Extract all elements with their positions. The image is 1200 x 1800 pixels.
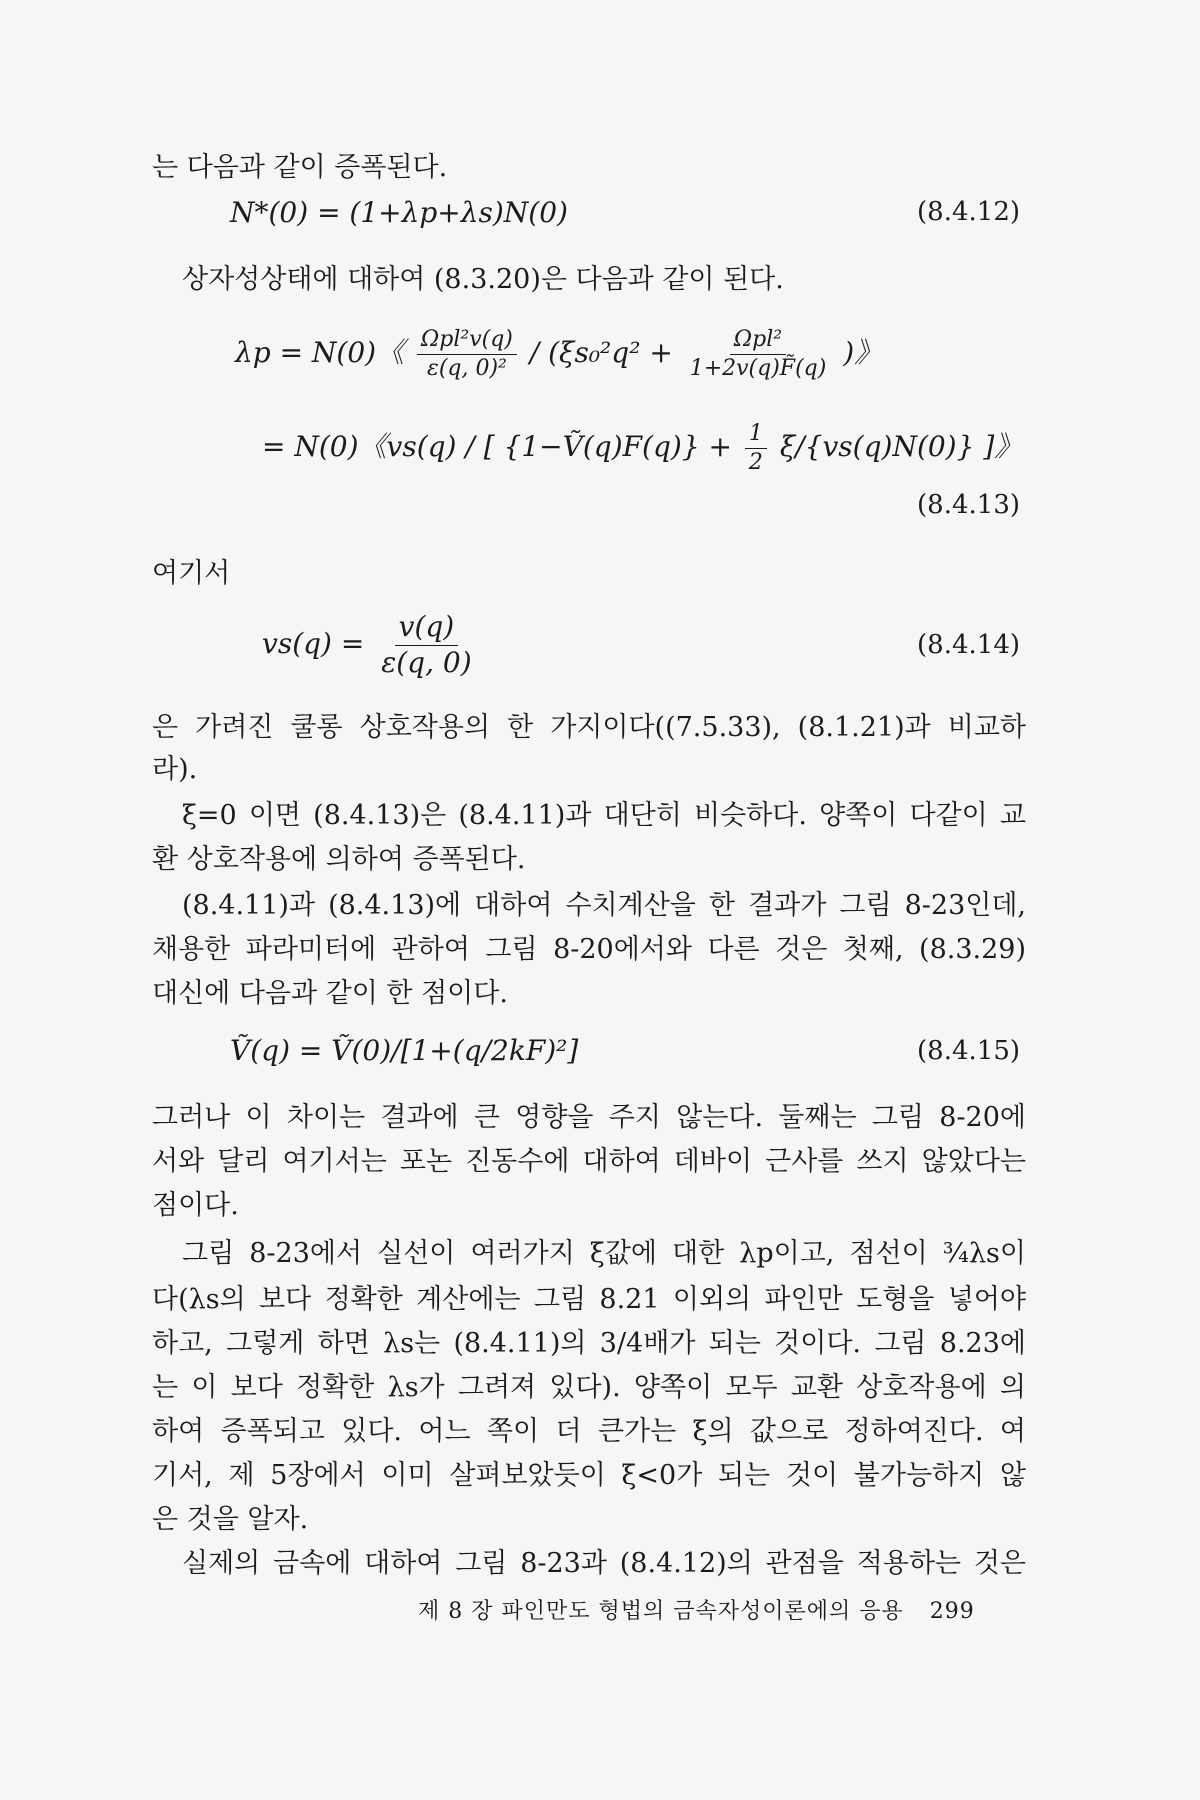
- text-line: 라).: [152, 754, 198, 785]
- fraction-denominator: 1+2v(q)F̃(q): [689, 356, 827, 382]
- equation-number: (8.4.15): [917, 1036, 1020, 1066]
- text-line: 그러나 이 차이는 결과에 큰 영향을 주지 않는다. 둘째는 그림 8-20에: [152, 1102, 1026, 1133]
- eq-part: = N(0)《vs(q) / [ {1−Ṽ(q)F(q)} +: [262, 430, 732, 464]
- text-line: 은 가려진 쿨롱 상호작용의 한 가지이다((7.5.33), (8.1.21)과 비교하: [152, 712, 1026, 743]
- text-line: 대신에 다음과 같이 한 점이다.: [152, 978, 508, 1009]
- fraction: [686, 328, 831, 381]
- fraction: [377, 612, 475, 679]
- fraction-denominator: ε(q, 0)²: [427, 356, 507, 382]
- fraction-numerator: 1: [745, 422, 767, 449]
- fraction-numerator: v(q): [395, 612, 459, 646]
- text-line: 여기서: [152, 558, 231, 589]
- fraction-denominator: 2: [748, 450, 763, 476]
- text-line: 실제의 금속에 대하여 그림 8-23과 (8.4.12)의 관점을 적용하는 것은: [182, 1548, 1026, 1579]
- eq-lhs: λp = N(0)《: [235, 336, 405, 370]
- text-line: 는 이 보다 정확한 λs가 그려져 있다). 양쪽이 모두 교환 상호작용에 의: [152, 1372, 1026, 1403]
- equation-8-4-14: [262, 612, 480, 679]
- text-line: 채용한 파라미터에 관하여 그림 8-20에서와 다른 것은 첫째, (8.3.29): [152, 934, 1026, 965]
- fraction-denominator: ε(q, 0): [381, 645, 472, 679]
- text-line: 은 것을 알자.: [152, 1504, 309, 1535]
- equation-8-4-13-line1: [235, 328, 882, 381]
- eq-part: ξ/{vs(q)N(0)} ]》: [779, 430, 1023, 464]
- text-line: ξ=0 이면 (8.4.13)은 (8.4.11)과 대단히 비슷하다. 양쪽이 다같이 교: [182, 800, 1026, 831]
- text-line: 기서, 제 5장에서 이미 살펴보았듯이 ξ<0가 되는 것이 불가능하지 않: [152, 1460, 1026, 1491]
- chapter-title: 제 8 장 파인만도 형법의 금속자성이론에의 응용: [418, 1599, 904, 1624]
- fraction-numerator: Ωpl²: [730, 328, 786, 355]
- eq-middle: / (ξs₀²q² +: [529, 336, 673, 370]
- page-number: 299: [929, 1599, 975, 1624]
- equation-number: (8.4.13): [917, 490, 1020, 520]
- text-line: 는 다음과 같이 증폭된다.: [152, 152, 448, 183]
- eq-lhs: vs(q) =: [262, 626, 365, 660]
- text-line: 환 상호작용에 의하여 증폭된다.: [152, 844, 526, 875]
- equation-number: (8.4.14): [917, 630, 1020, 660]
- running-footer: [418, 1594, 975, 1625]
- text-line: 서와 달리 여기서는 포논 진동수에 대하여 데바이 근사를 쓰지 않았다는: [152, 1146, 1026, 1177]
- text-line: 하여 증폭되고 있다. 어느 쪽이 더 큰가는 ξ의 값으로 정하여진다. 여: [152, 1416, 1026, 1447]
- fraction-half: [745, 422, 767, 475]
- equation-8-4-15: Ṽ(q) = Ṽ(0)/[1+(q/2kF)²]: [230, 1034, 579, 1067]
- text-line: 그림 8-23에서 실선이 여러가지 ξ값에 대한 λp이고, 점선이 ¾λs이: [182, 1238, 1026, 1269]
- fraction: [417, 328, 517, 381]
- text-line: 상자성상태에 대하여 (8.3.20)은 다음과 같이 된다.: [182, 264, 784, 295]
- equation-8-4-13-line2: [262, 422, 1022, 475]
- fraction-numerator: Ωpl²v(q): [417, 328, 517, 355]
- equation-number: (8.4.12): [917, 197, 1020, 227]
- equation-8-4-12: N*(0) = (1+λp+λs)N(0): [230, 196, 568, 229]
- eq-end: )》: [843, 336, 883, 370]
- text-line: 다(λs의 보다 정확한 계산에는 그림 8.21 이외의 파인만 도형을 넣어야: [152, 1284, 1026, 1315]
- text-line: 하고, 그렇게 하면 λs는 (8.4.11)의 3/4배가 되는 것이다. 그림 8.23에: [152, 1328, 1026, 1359]
- text-line: 점이다.: [152, 1190, 239, 1221]
- text-line: (8.4.11)과 (8.4.13)에 대하여 수치계산을 한 결과가 그림 8-23인데,: [182, 890, 1026, 921]
